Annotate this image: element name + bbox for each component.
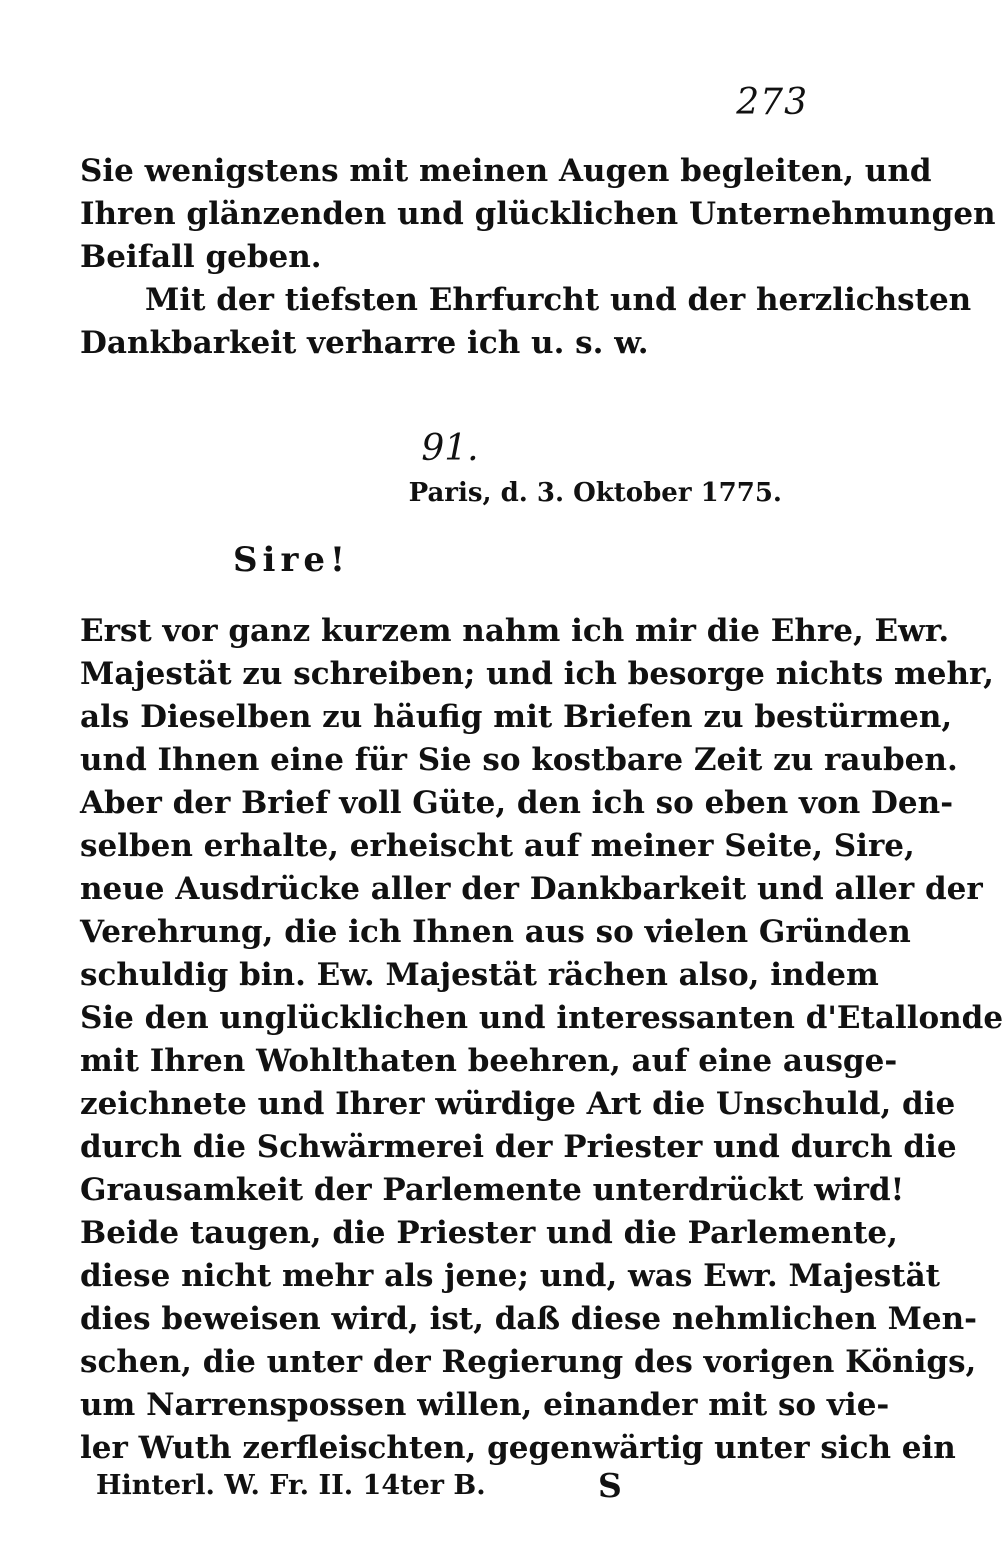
- text-line: Beifall geben.: [80, 239, 322, 275]
- page-number: 273: [736, 82, 808, 123]
- letter-number: 91.: [421, 428, 479, 469]
- body-line: Aber der Brief voll Güte, den ich so eben von Den-: [80, 785, 954, 821]
- text-line: Dankbarkeit verharre ich u. s. w.: [80, 325, 649, 361]
- body-line: Beide taugen, die Priester und die Parlemente,: [80, 1215, 898, 1251]
- body-line: neue Ausdrücke aller der Dankbarkeit und aller der: [80, 871, 983, 907]
- text-line: Sie wenigstens mit meinen Augen begleiten, und: [80, 153, 932, 189]
- body-line: diese nicht mehr als jene; und, was Ewr. Majestät: [80, 1258, 940, 1294]
- catchword: S: [598, 1466, 622, 1505]
- body-line: schuldig bin. Ew. Majestät rächen also, indem: [80, 957, 879, 993]
- body-line: ler Wuth zerfleischten, gegenwärtig unter sich ein: [80, 1430, 956, 1466]
- body-line: Erst vor ganz kurzem nahm ich mir die Ehre, Ewr.: [80, 613, 950, 649]
- body-line: mit Ihren Wohlthaten beehren, auf eine ausge-: [80, 1043, 898, 1079]
- dateline: Paris, d. 3. Oktober 1775.: [408, 478, 782, 508]
- salutation: Sire!: [233, 540, 350, 580]
- body-line: dies beweisen wird, ist, daß diese nehmlichen Men-: [80, 1301, 978, 1337]
- body-line: um Narrenspossen willen, einander mit so vie-: [80, 1387, 890, 1423]
- text-line: Ihren glänzenden und glücklichen Unternehmungen: [80, 196, 996, 232]
- body-line: schen, die unter der Regierung des vorigen Königs,: [80, 1344, 977, 1380]
- body-line: Majestät zu schreiben; und ich besorge nichts mehr,: [80, 656, 994, 692]
- text-line: Mit der tiefsten Ehrfurcht und der herzlichsten: [145, 282, 972, 318]
- body-line: als Dieselben zu häufig mit Briefen zu bestürmen,: [80, 699, 953, 735]
- body-line: Grausamkeit der Parlemente unterdrückt wird!: [80, 1172, 905, 1208]
- body-line: und Ihnen eine für Sie so kostbare Zeit zu rauben.: [80, 742, 958, 778]
- body-line: zeichnete und Ihrer würdige Art die Unschuld, die: [80, 1086, 956, 1122]
- body-line: Sie den unglücklichen und interessanten d'Etallonde: [80, 1000, 1003, 1036]
- body-line: selben erhalte, erheischt auf meiner Seite, Sire,: [80, 828, 915, 864]
- body-line: Verehrung, die ich Ihnen aus so vielen Gründen: [80, 914, 911, 950]
- body-line: durch die Schwärmerei der Priester und durch die: [80, 1129, 957, 1165]
- printer-signature: Hinterl. W. Fr. II. 14ter B.: [96, 1470, 486, 1501]
